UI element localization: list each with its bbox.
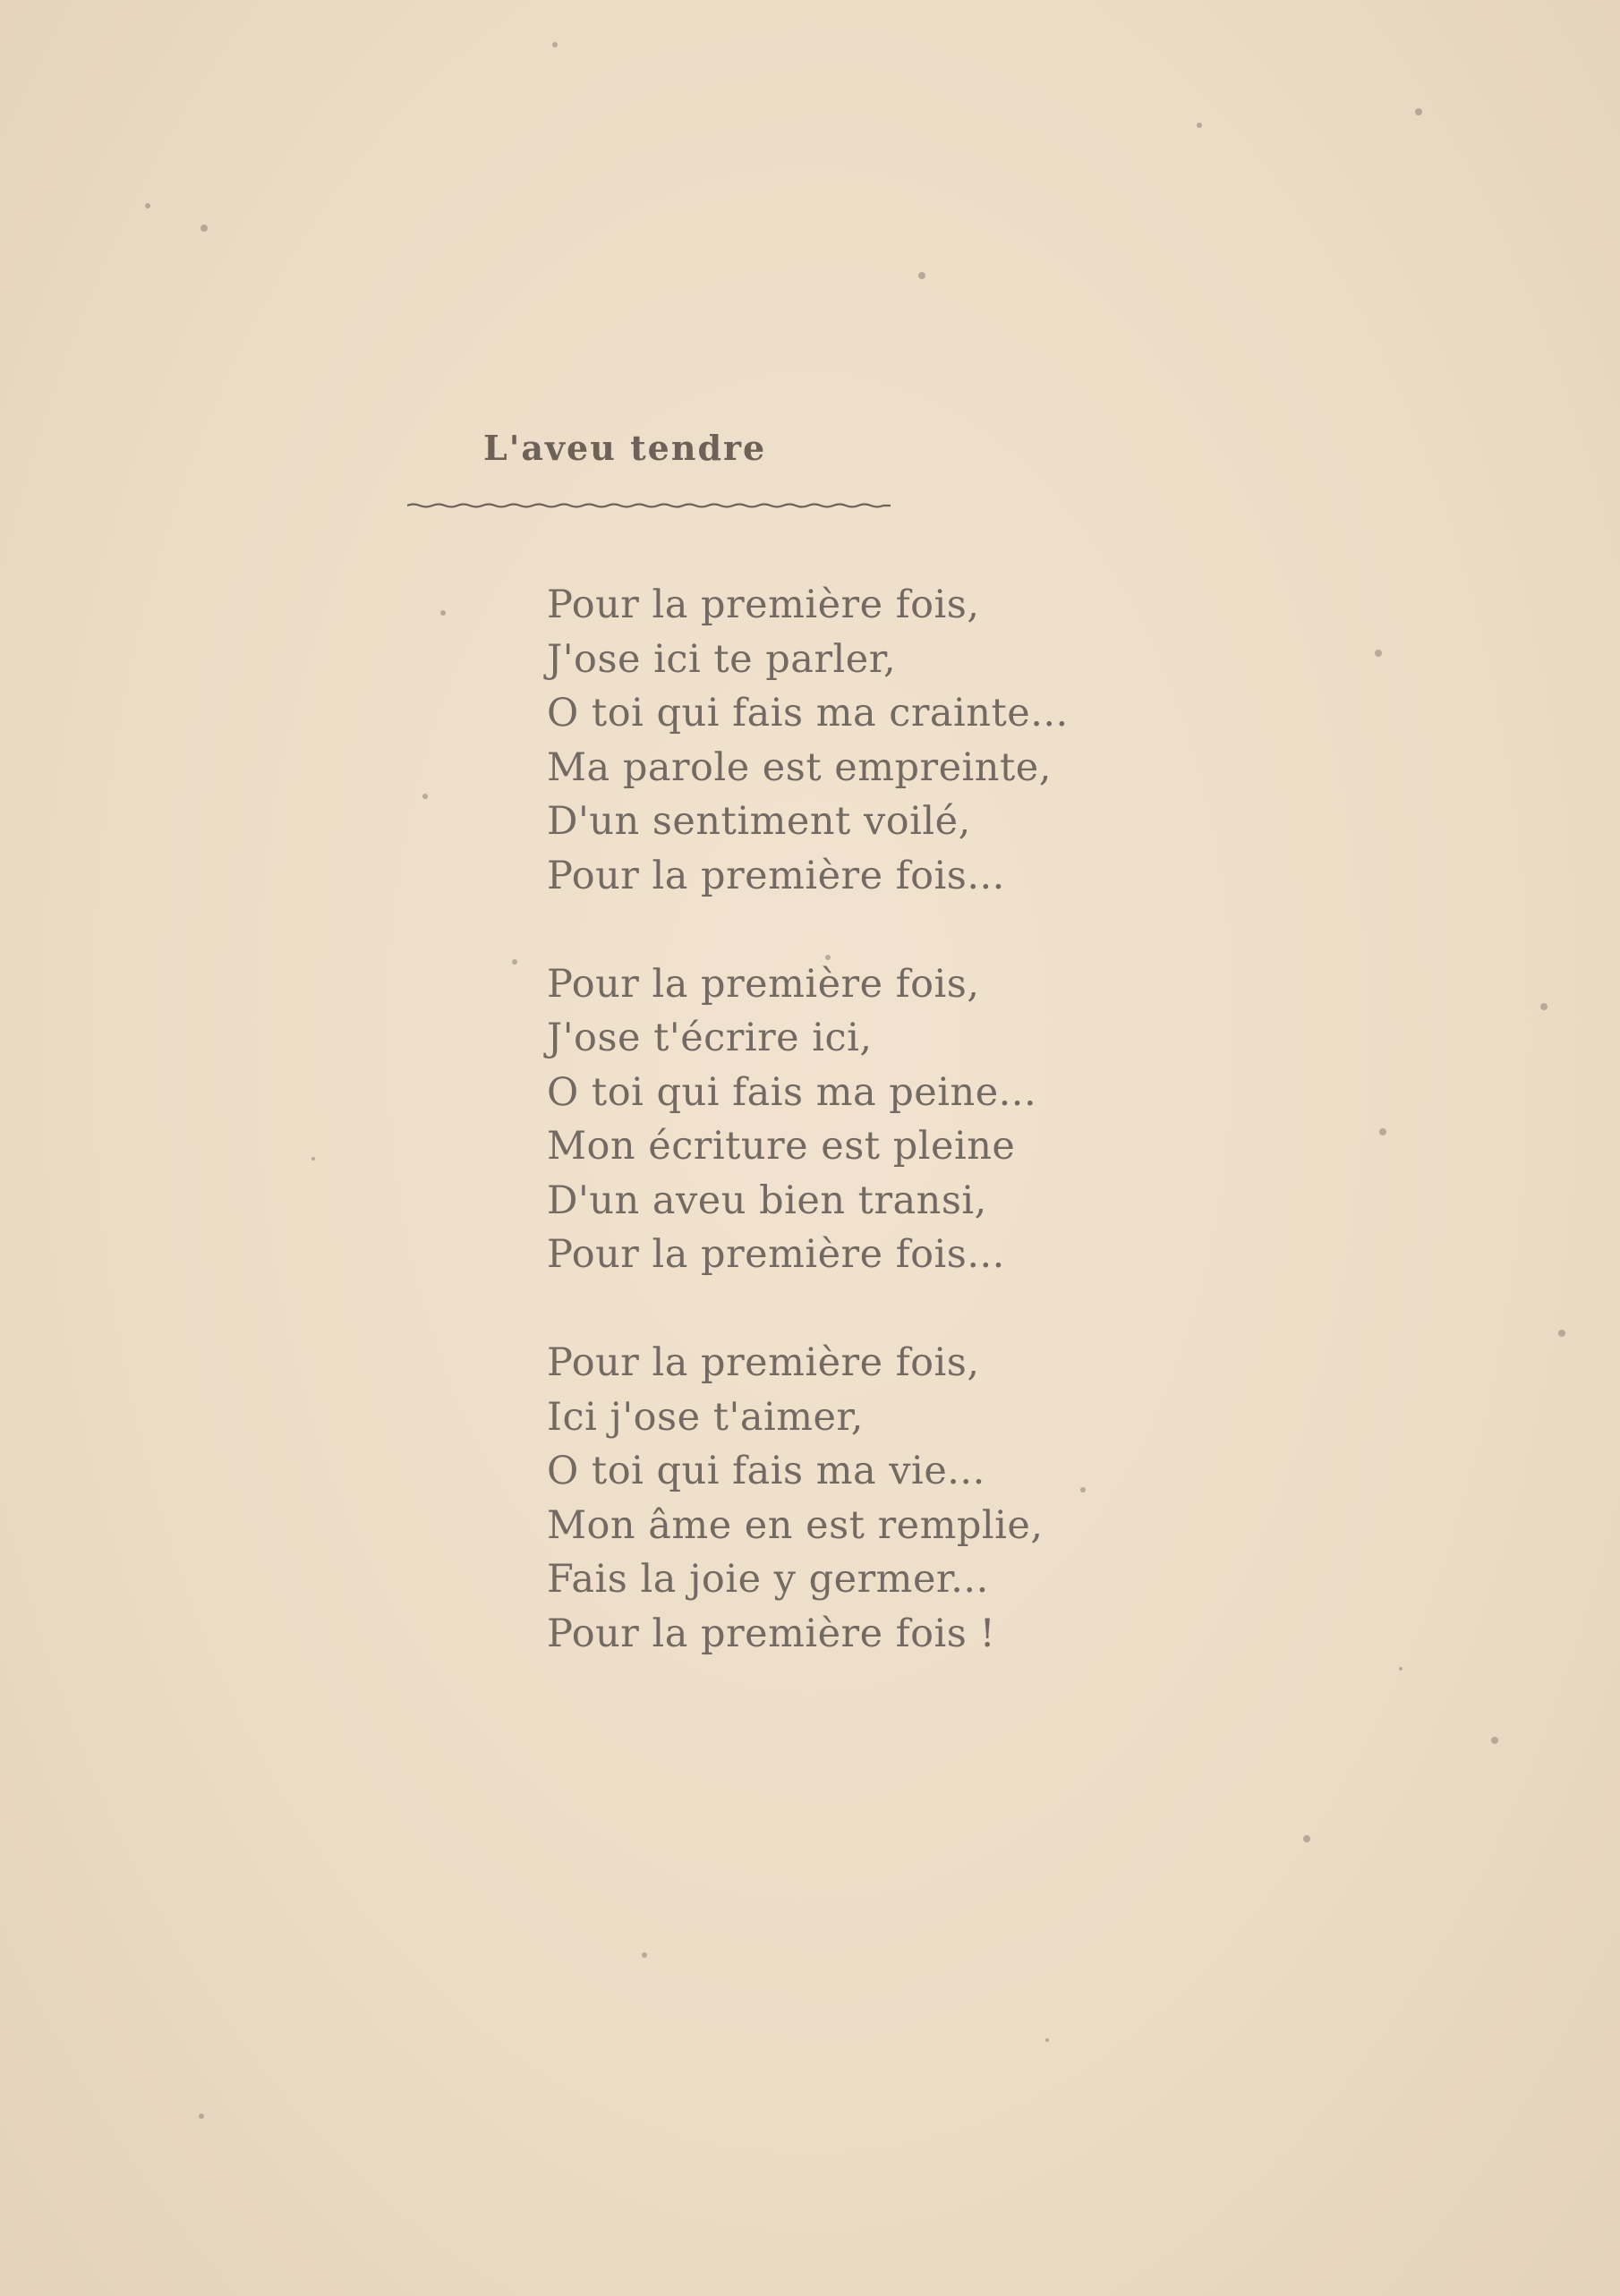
verse-line: O toi qui fais ma peine... <box>547 1069 1037 1115</box>
poem-title: L'aveu tendre <box>483 428 767 468</box>
verse-line: Fais la joie y germer... <box>547 1557 989 1602</box>
verse-line: J'ose t'écrire ici, <box>547 1016 873 1060</box>
verse-line: Mon écriture est pleine <box>547 1124 1016 1169</box>
verse-line: D'un aveu bien transi, <box>547 1178 987 1223</box>
verse-line: Pour la première fois, <box>547 583 980 627</box>
verse-line: D'un sentiment voilé, <box>547 799 971 844</box>
verse-line: Pour la première fois, <box>547 1340 980 1385</box>
verse-line: O toi qui fais ma vie... <box>547 1449 985 1493</box>
poem-body <box>547 578 1069 1715</box>
verse-line: Pour la première fois ! <box>547 1611 996 1656</box>
stanza-1 <box>547 578 1069 903</box>
verse-line: Ma parole est empreinte, <box>547 744 1052 790</box>
verse-line: O toi qui fais ma crainte... <box>547 691 1069 736</box>
verse-line: Pour la première fois... <box>547 853 1005 898</box>
verse-line: Pour la première fois... <box>547 1232 1005 1277</box>
verse-line: Mon âme en est remplie, <box>547 1502 1044 1548</box>
verse-line: J'ose ici te parler, <box>547 636 897 682</box>
verse-line: Pour la première fois, <box>547 961 980 1007</box>
verse-line: Ici j'ose t'aimer, <box>547 1394 864 1440</box>
stanza-3 <box>547 1336 1069 1661</box>
title-underline-ornament <box>407 501 891 510</box>
stanza-2 <box>547 957 1069 1282</box>
